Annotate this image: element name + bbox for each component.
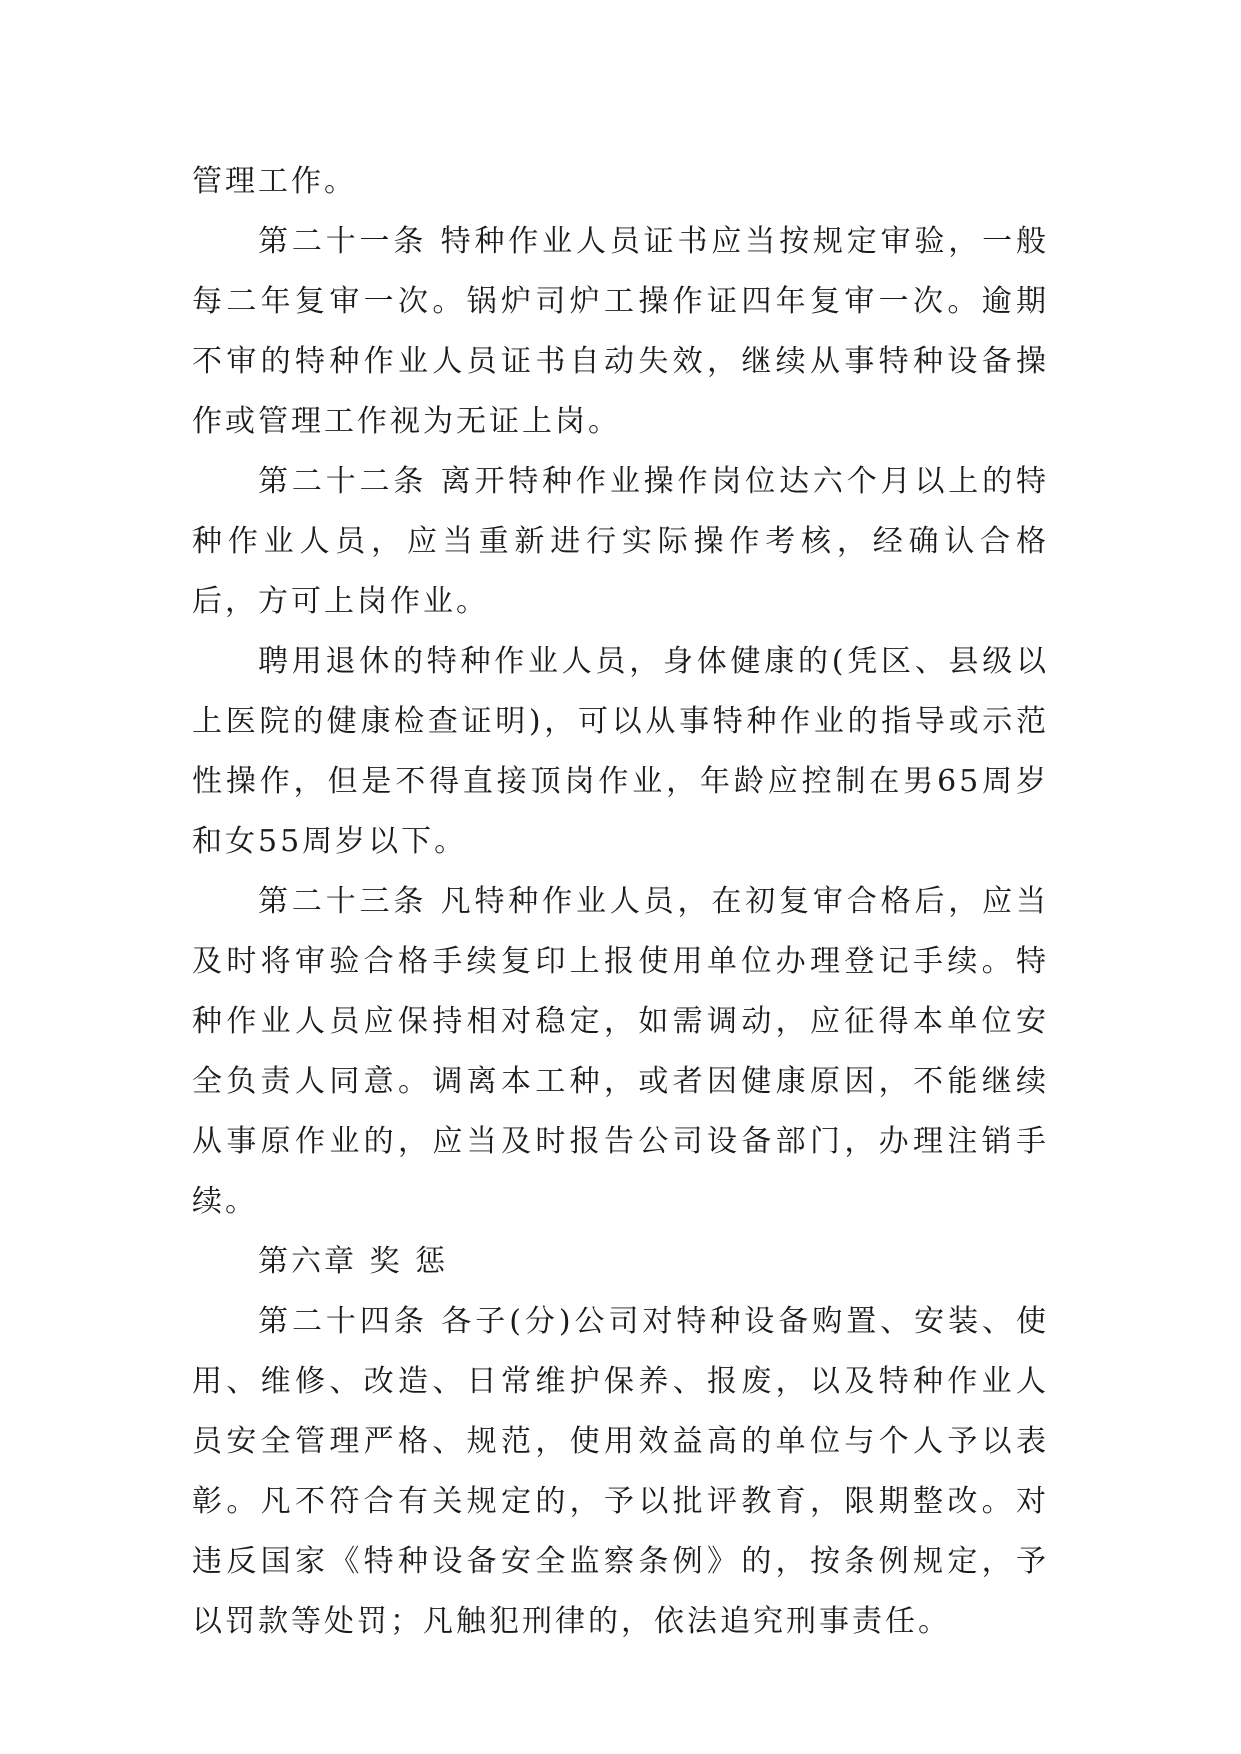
retired-personnel-paragraph: 聘用退休的特种作业人员，身体健康的(凭区、县级以上医院的健康检查证明)，可以从事特种作业的指导或示范性操作，但是不得直接顶岗作业，年龄应控制在男65周岁和女55周岁以下。: [192, 644, 1049, 859]
chapter-heading: 第六章 奖 惩: [258, 1244, 449, 1279]
article-23: 第二十三条 凡特种作业人员，在初复审合格后，应当及时将审验合格手续复印上报使用单位办理登记手续。特种作业人员应保持相对稳定，如需调动，应征得本单位安全负责人同意。调离本工种，或者因健康原因，不能继续从事原作业的，应当及时报告公司设备部门，办理注销手续。: [192, 884, 1049, 1219]
article-21: 第二十一条 特种作业人员证书应当按规定审验，一般每二年复审一次。锅炉司炉工操作证四年复审一次。逾期不审的特种作业人员证书自动失效，继续从事特种设备操作或管理工作视为无证上岗。: [192, 224, 1049, 439]
document-body: [192, 152, 1049, 1652]
paragraph-continuation: 管理工作。: [192, 164, 357, 199]
article-22: 第二十二条 离开特种作业操作岗位达六个月以上的特种作业人员，应当重新进行实际操作考核，经确认合格后，方可上岗作业。: [192, 464, 1049, 619]
article-24: 第二十四条 各子(分)公司对特种设备购置、安装、使用、维修、改造、日常维护保养、报废，以及特种作业人员安全管理严格、规范，使用效益高的单位与个人予以表彰。凡不符合有关规定的，予以批评教育，限期整改。对违反国家《特种设备安全监察条例》的，按条例规定，予以罚款等处罚；凡触犯刑律的，依法追究刑事责任。: [192, 1304, 1049, 1639]
